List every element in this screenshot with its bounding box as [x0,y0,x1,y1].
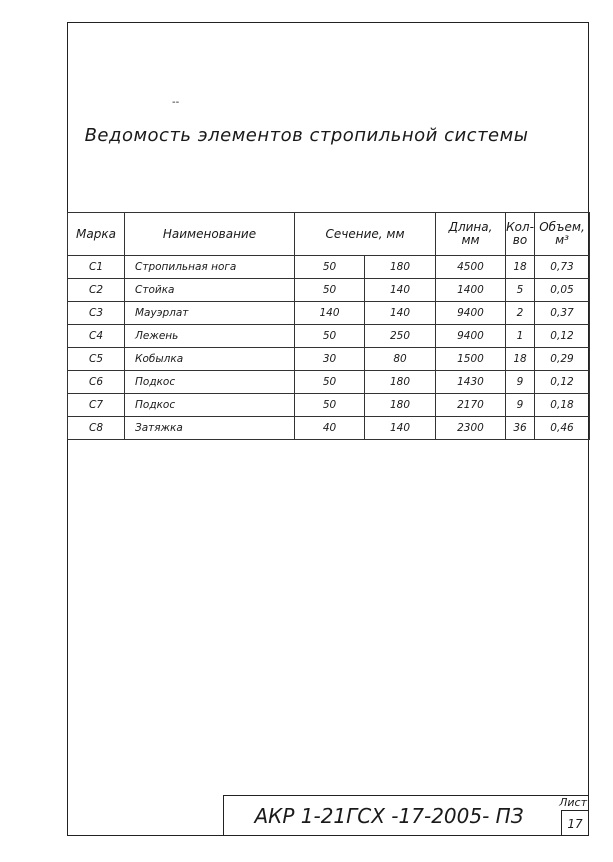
cell-section-b: 30 [295,348,365,371]
header-volume [535,213,590,256]
cell-mark: С7 [68,394,125,417]
document-code: АКР 1-21ГСХ -17-2005- ПЗ [254,804,524,828]
cell-length: 1500 [436,348,506,371]
cell-name: Лежень [125,325,295,348]
cell-section-b: 50 [295,325,365,348]
header-qty-line1: Кол- [506,220,534,234]
cell-mark: С4 [68,325,125,348]
cell-length: 9400 [436,325,506,348]
cell-length: 4500 [436,256,506,279]
page-title: Ведомость элементов стропильной системы [84,125,529,146]
cell-mark: С8 [68,417,125,440]
table-row [68,394,590,417]
header-qty [506,213,535,256]
sheet-number: 17 [561,810,588,836]
cell-qty: 5 [506,279,535,302]
table-row [68,279,590,302]
cell-qty: 2 [506,302,535,325]
header-length-line2: мм [461,233,480,247]
cell-length: 9400 [436,302,506,325]
stray-mark: -- [172,97,180,108]
table-row [68,417,590,440]
cell-section-h: 180 [365,371,436,394]
cell-section-b: 50 [295,279,365,302]
cell-section-h: 140 [365,279,436,302]
table-header-row [68,213,590,256]
cell-volume: 0,37 [535,302,590,325]
table-body [68,256,590,440]
cell-volume: 0,18 [535,394,590,417]
table-row [68,371,590,394]
cell-section-b: 50 [295,371,365,394]
cell-section-h: 180 [365,394,436,417]
table-row [68,348,590,371]
table-row [68,302,590,325]
sheet-label: Лист [559,796,587,809]
header-section: Сечение, мм [295,213,436,256]
cell-section-h: 250 [365,325,436,348]
header-length-line1: Длина, [448,220,493,234]
cell-volume: 0,73 [535,256,590,279]
cell-qty: 18 [506,256,535,279]
cell-length: 1400 [436,279,506,302]
cell-name: Кобылка [125,348,295,371]
cell-section-b: 140 [295,302,365,325]
cell-mark: С3 [68,302,125,325]
cell-mark: С5 [68,348,125,371]
header-mark: Марка [68,213,125,256]
cell-qty: 1 [506,325,535,348]
table-row [68,325,590,348]
cell-mark: С6 [68,371,125,394]
cell-section-h: 80 [365,348,436,371]
elements-table [67,212,590,440]
header-name: Наименование [125,213,295,256]
title-block-stamp [223,795,589,836]
cell-section-b: 50 [295,256,365,279]
cell-length: 2170 [436,394,506,417]
cell-volume: 0,46 [535,417,590,440]
cell-section-b: 50 [295,394,365,417]
cell-volume: 0,12 [535,371,590,394]
cell-section-b: 40 [295,417,365,440]
cell-volume: 0,29 [535,348,590,371]
cell-length: 2300 [436,417,506,440]
header-length [436,213,506,256]
header-volume-line2: м³ [555,233,569,247]
cell-section-h: 140 [365,302,436,325]
cell-section-h: 180 [365,256,436,279]
cell-qty: 9 [506,371,535,394]
cell-mark: С2 [68,279,125,302]
header-qty-line2: во [512,233,528,247]
cell-name: Мауэрлат [125,302,295,325]
cell-volume: 0,12 [535,325,590,348]
cell-name: Подкос [125,371,295,394]
cell-section-h: 140 [365,417,436,440]
cell-volume: 0,05 [535,279,590,302]
cell-length: 1430 [436,371,506,394]
header-volume-line1: Объем, [539,220,585,234]
cell-name: Подкос [125,394,295,417]
cell-qty: 9 [506,394,535,417]
cell-qty: 18 [506,348,535,371]
cell-name: Стропильная нога [125,256,295,279]
cell-qty: 36 [506,417,535,440]
table-row [68,256,590,279]
cell-name: Стойка [125,279,295,302]
cell-mark: С1 [68,256,125,279]
cell-name: Затяжка [125,417,295,440]
